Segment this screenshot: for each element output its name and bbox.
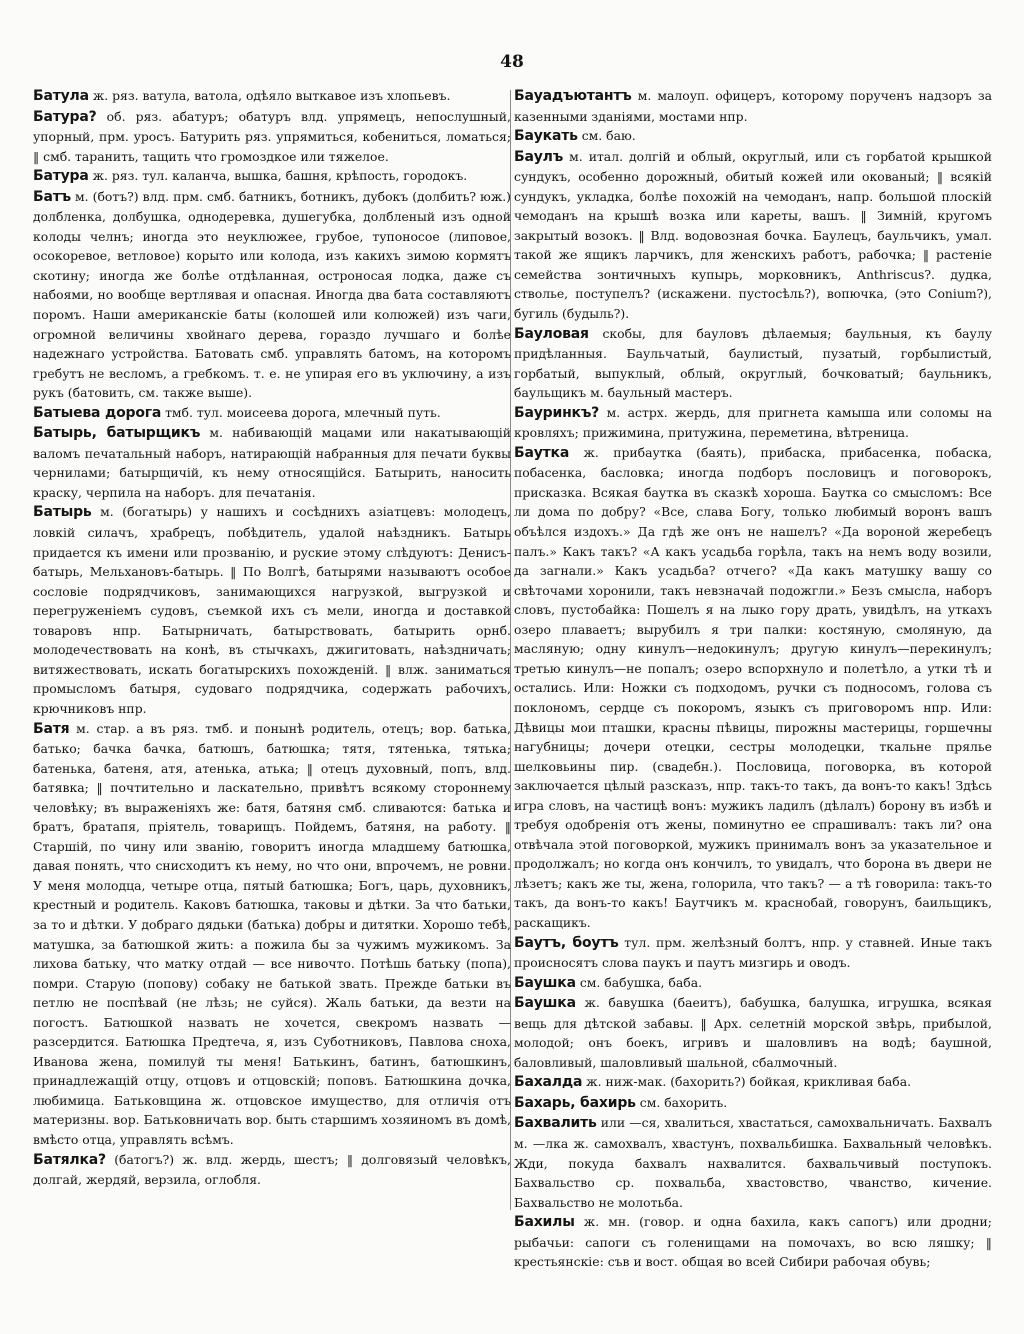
entry-headword: Баушка [514,995,576,1012]
entry-definition: об. ряз. абатуръ; обатуръ влд. упрямецъ, непослушный, упорный, прм. уросъ. Батурить ряз. упрямиться, кобениться, ломаться; ‖ смб. таранить, тащить что громоздкое или тяжелое. [33,108,511,164]
entry-headword: Бауловая [514,325,589,342]
dictionary-entry [514,933,992,973]
entry-definition: тул. прм. желѣзный болтъ, нпр. у ставней. Иные такъ происносятъ слова паукъ и паутъ мизгирь и оводъ. [514,934,992,971]
entry-headword: Бауринкъ? [514,404,600,421]
entry-headword: Батырь, батырщикъ [33,425,201,442]
dictionary-entry [33,719,511,1150]
entry-definition: м. стар. а въ ряз. тмб. и понынѣ родитель, отецъ; вор. батька, батько; бачка бачка, батюшъ, батюшка; тятя, тятенька, тятька; батенька, батеня, атя, атенька, атька; ‖ отецъ духовный, попъ, влд. батявка; ‖ почтительно и ласкательно, привѣтъ всякому стороннему человѣку; въ выраженіяхъ же: батя, батяня смб. сливаются: батька и братъ, братапя, пріятель, товарищъ. Пойдемъ, батяня, на работу. ‖ Старшій, по чину или званію, говоритъ иногда младшему батюшка, давая понять, что снисходитъ къ нему, но что они, впрочемъ, не ровни. У меня молодца, четыре отца, пятый батюшка; Богъ, царь, духовникъ, крестный и родитель. Каковъ батюшка, таковы и дѣтки. За что батьки, за то и дѣтки. У добраго дядьки (батька) добры и дитятки. Хорошо тебѣ, матушка, за батюшкой жить: а пожила бы за чужимъ мужикомъ. За лихова батьку, что матку отдай — все нивочто. Потѣшь батьку (попа), помри. Старую (попову) собаку не батькой звать. Прежде батьки въ петлю не поспѣвай (не лѣзь; не суйся). Жаль батьки, да везти на погостъ. Батюшкой назвать не хочется, свекромъ назвать — разсердится. Батюшка Предтеча, я, изъ Суботниковъ, Павлова сноха, Иванова жена, помилуй ты меня! Батькинъ, батинъ, батюшкинъ, принадлежащій отцу, отцовъ и отцовскій; поповъ. Батюшкина дочка, любимица. Батьковщина ж. отцовское имущество, для отличія отъ материзны. вор. Батьковничать вор. быть старшимъ хозяиномъ въ домѣ, вмѣсто отца, управлять всѣмъ. [33,720,511,1147]
dictionary-entry [33,187,511,403]
entry-definition: м. астрх. жердь, для пригнета камыша или соломы на кровляхъ; прижимина, притужина, переметина, вѣтреница. [514,404,992,441]
entry-headword: Батъ [33,188,71,205]
entry-definition: ж. ниж-мак. (бахорить?) бойкая, крикливая баба. [586,1074,912,1090]
entry-definition: см. бахорить. [639,1094,728,1110]
entry-headword: Батя [33,720,70,737]
entry-headword: Батула [33,88,89,104]
dictionary-entry [514,147,992,324]
entry-definition: ж. мн. (говор. и одна бахила, какъ сапогъ) или дродни; рыбачьи: сапоги съ голенищами на помочахъ, во всю ляшку; ‖ крестьянскіе: съв и вост. общая во всей Сибири рабочая обувь; [514,1214,992,1270]
entry-definition: м. набивающій мацами или накатывающій валомъ печатальный наборъ, натирающій набранныя для печати буквы чернилами; батырщичій, къ нему относящійся. Батырить, наносить краску, черпила на наборъ. для печатанія. [33,425,511,500]
dictionary-entry [33,403,511,424]
dictionary-entry [514,1212,992,1272]
dictionary-entry [514,443,992,933]
entry-definition: ж. бавушка (баеитъ), бабушка, балушка, игрушка, всякая вещь для дѣтской забавы. ‖ Арх. селетній морской звѣрь, прибылой, молодой; онъ боекъ, игривъ и шаловливъ на водѣ; баушной, баловливый, шаловливый шальной, сбалмочный. [514,995,992,1070]
entry-headword: Батыева дорога [33,404,162,421]
entry-definition: ж. ряз. ватула, ватола, одѣяло выткавое изъ хлопьевъ. [92,88,451,103]
entry-headword: Баутка [514,444,570,461]
entry-definition: м. (богатырь) у нашихъ и сосѣднихъ азіатцевъ: молодецъ, ловкій силачъ, храбрецъ, побѣдитель, удалой наѣздникъ. Батырь придается къ имени или прозванію, и руские этому слѣдуютъ: Денисъ-батырь, Мельхановъ-батырь. ‖ По Волгѣ, батырями называютъ особое сословіе подрядчиковъ, занимающихся нагрузкой, выгрузкой и перегруженіемъ судовъ, съемкой ихъ съ мели, иногда и доставкой товаровъ нпр. Батырничать, батырствовать, батырить орнб. молодечествовать на конѣ, въ стычкахъ, джигитовать, наѣздничать; витяжествовать, искать богатырскихъ похожденій. ‖ влж. заниматься промысломъ батыря, судоваго подрядчика, содержать рабочихъ, крючниковъ нпр. [33,504,511,716]
entry-headword: Бауадъютантъ [514,88,632,104]
entry-definition: м. (ботъ?) влд. прм. смб. батникъ, ботникъ, дубокъ (долбить? юж.) долбленка, долбушка, однодеревка, душегубка, долбленый изъ одной колоды челнъ; иногда это неуклюжее, грубое, тупоносое (липовое, осокоревое, ветловое) корыто или колода, изъ какихъ зимою кормятъ скотину; иногда же болѣе отдѣланная, остроносая лодка, даже съ набоями, но вообще вертлявая и опасная. Иногда два бата составляютъ поромъ. Наши американскіе баты (колошей или колюжей) изъ чаги, огромной величины хвойнаго дерева, гораздо лучшаго и болѣе надежнаго устройства. Батовать смб. управлять батомъ, на которомъ гребутъ не весломъ, а гребкомъ. т. е. не упирая его въ уключину, а изъ рукъ (батовить, см. также выше). [33,188,511,401]
dictionary-entry [514,993,992,1072]
entry-definition: скобы, для бауловъ дѣлаемыя; баульныя, къ баулу придѣланныя. Баульчатый, баулистый, пузатый, горбылистый, горбатый, выпуклый, облый, округлый, бочковатый; баульникъ, баульщикъ м. баульный мастеръ. [514,325,992,401]
entry-definition: ж. прибаутка (баять), прибаска, прибасенка, побаска, побасенка, басловка; иногда подборъ пословицъ и поговорокъ, присказка. Всякая баутка въ сказкѣ хороша. Баутка со смысломъ: Все ли дома по добру? «Все, слава Богу, только любимый воронъ вашъ объѣлся издохъ.» Да гдѣ же онъ не нашелъ? «Да вороной жеребецъ палъ.» Какъ такъ? «А какъ усадьба горѣла, такъ на немъ воду возили, да загнали.» Какъ усадьба? отчего? «Да какъ матушку вашу со свѣточами хоронили, такъ невзначай подожгли.» Безъ смысла, наборъ словъ, пустобайка: Пошелъ я на лыко гору драть, увидѣлъ, на уткахъ озеро плаваетъ; вырубилъ я три палки: костяную, смоляную, да масляную; одну кинулъ—недокинулъ; другую кинулъ—перекинулъ; третью кинулъ—не попалъ; озеро вспорхнуло и полетѣло, а утки тѣ и остались. Или: Ножки съ подходомъ, ручки съ подносомъ, голова съ поклономъ, сердце съ покоромъ, языкъ съ приговоромъ нпр. Или: Дѣвицы мои пташки, красны пѣвицы, пирожны мастерицы, горшечны нагубницы; дочери отецки, сестры молодецки, ткальне прялье шелковьины пир. (свадебн.). Пословица, поговорка, въ которой заключается цѣлый разсказъ, нпр. такъ-то такъ, да вонъ-то какъ! Здѣсь игра словъ, на частицѣ вонъ: мужикъ ладилъ (дѣлалъ) борону въ избѣ и требуя одобренія отъ жены, поминутно ее спрашивалъ: такъ ли? она отвѣчала этой поговоркой, мужикъ принималъ вонъ за указательное и продолжалъ; но когда онъ кончилъ, то увидалъ, что борона въ двери не лѣзетъ; какъ же ты, жена, голорила, что такъ? — а тѣ говорила: такъ-то такъ, да вонъ-то какъ! Баутчикъ м. краснобай, говорунъ, баильщикъ, раскащикъ. [514,444,992,930]
entry-headword: Бахарь, бахирь [514,1094,636,1111]
dictionary-entry [514,1072,992,1093]
entry-headword: Батура [33,168,89,185]
entry-definition: (батогъ?) ж. влд. жердь, шестъ; ‖ долговязый человѣкъ, долгай, жердяй, верзила, оглобля. [33,1151,511,1188]
entry-headword: Бахалда [514,1074,583,1091]
dictionary-entry [514,126,992,147]
entry-definition: тмб. тул. моисеева дорога, млечный путь. [165,404,441,420]
entry-headword: Бахилы [514,1214,575,1231]
entry-definition: м. малоуп. офицеръ, которому порученъ надзоръ за казенными зданіями, мостами нпр. [514,88,992,124]
dictionary-entry [514,973,992,994]
dictionary-entry [514,403,992,443]
entry-headword: Бахвалить [514,1115,597,1132]
dictionary-entry [33,423,511,502]
entry-definition: м. итал. долгій и облый, округлый, или съ горбатой крышкой сундукъ, особенно дорожный, обитый кожей или окованый; ‖ всякій сундукъ, укладка, болѣе похожій на чемоданъ, напр. большой плоскій чемоданъ на крышѣ возка или кареты, вашъ. ‖ Зимній, кругомъ закрытый возокъ. ‖ Влд. водовозная бочка. Баулецъ, баульчикъ, умал. такой же ящикъ ларчикъ, для женскихъ работъ, рабочка; ‖ растеніе семейства зонтичныхъ купырь, морковникъ, Anthriscus?. дудка, стволье, поступелъ? (искажени. пустосѣль?), вопючка, (это Conium?), бугиль (будыль?). [514,148,992,322]
dictionary-entry [33,502,511,718]
dictionary-entry [514,324,992,403]
dictionary-entry [514,1093,992,1114]
entry-definition: или —ся, хвалиться, хвастаться, самохвальничать. Бахвалъ м. —лка ж. самохвалъ, хвастунъ, похвальбишка. Бахвальный человѣкъ. Жди, покуда бахвалъ нахвалится. бахвальчивый поступокъ. Бахвальство ср. похвальба, хвастовство, чванство, кичение. Бахвальство не молотьба. [514,1115,992,1210]
left-column [33,86,511,1311]
right-column [514,86,992,1311]
dictionary-entry [33,107,511,167]
entry-headword: Баушка [514,974,576,991]
entry-headword: Батура? [33,108,97,125]
entry-definition: см. бабушка, баба. [579,974,703,990]
entry-headword: Батялка? [33,1151,106,1168]
entry-headword: Баутъ, боутъ [514,934,619,951]
entry-definition: ж. ряз. тул. каланча, вышка, башня, крѣпость, городокъ. [92,168,468,184]
entry-definition: см. баю. [581,128,636,144]
dictionary-entry [33,86,511,107]
dictionary-entry [514,1113,992,1212]
dictionary-entry [33,1150,511,1190]
dictionary-entry [33,166,511,187]
dictionary-entry [514,86,992,126]
page-number: 48 [500,52,524,72]
entry-headword: Баулъ [514,148,564,165]
entry-headword: Баукать [514,128,578,145]
entry-headword: Батырь [33,504,92,521]
